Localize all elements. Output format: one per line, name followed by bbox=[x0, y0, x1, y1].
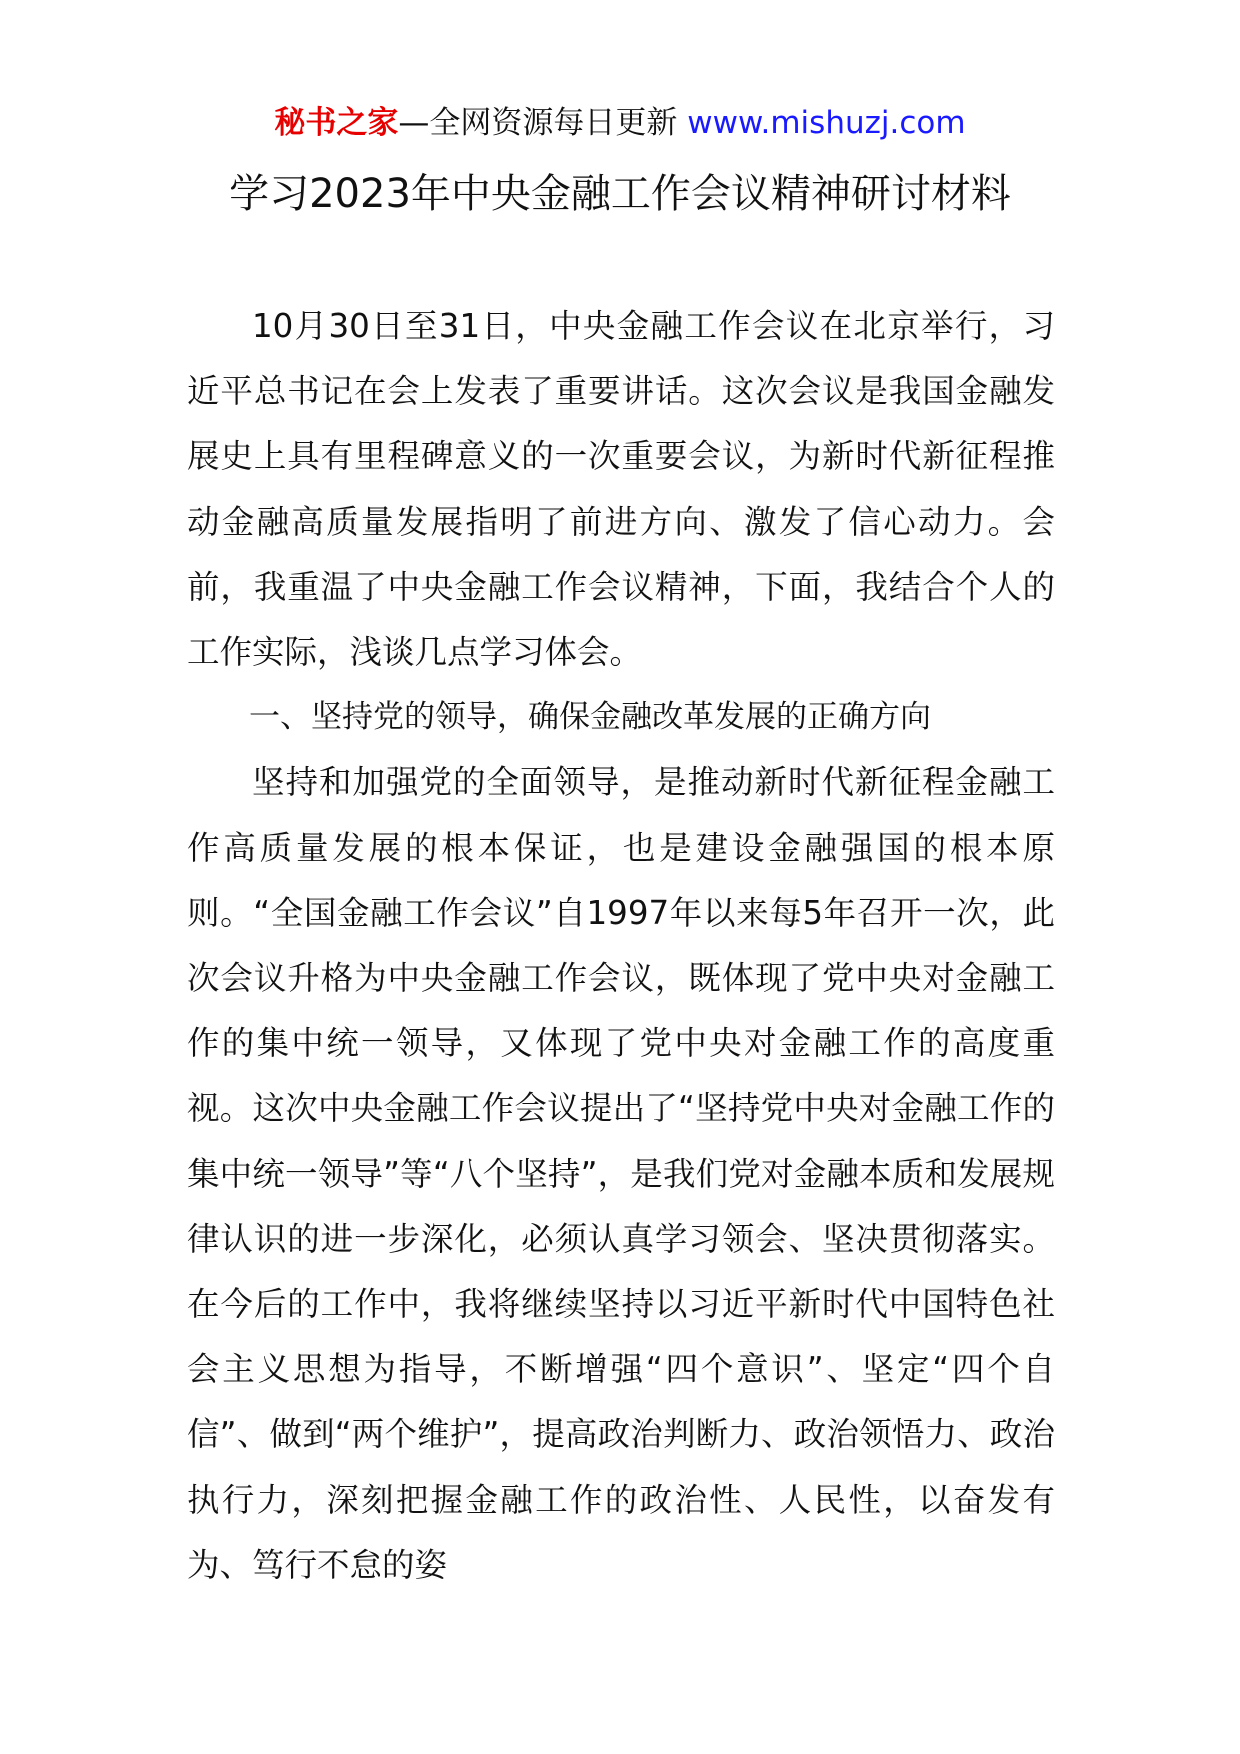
brand-name: 秘书之家 bbox=[274, 105, 399, 141]
document-body bbox=[187, 294, 1055, 1598]
header-tagline: —全网资源每日更新 bbox=[398, 105, 678, 141]
site-header bbox=[0, 100, 1240, 146]
document-title: 学习2023年中央金融工作会议精神研讨材料 bbox=[229, 171, 1011, 217]
paragraph-intro: 10月30日至31日，中央金融工作会议在北京举行，习近平总书记在会上发表了重要讲话。这次会议是我国金融发展史上具有里程碑意义的一次重要会议，为新时代新征程推动金融高质量发展指明了前进方向、激发了信心动力。会前，我重温了中央金融工作会议精神，下面，我结合个人的工作实际，浅谈几点学习体会。 bbox=[187, 307, 1055, 672]
paragraph-section-1: 坚持和加强党的全面领导，是推动新时代新征程金融工作高质量发展的根本保证，也是建设金融强国的根本原则。“全国金融工作会议”自1997年以来每5年召开一次，此次会议升格为中央金融工作会议，既体现了党中央对金融工作的集中统一领导，又体现了党中央对金融工作的高度重视。这次中央金融工作会议提出了“坚持党中央对金融工作的集中统一领导”等“八个坚持”，是我们党对金融本质和发展规律认识的进一步深化，必须认真学习领会、坚决贯彻落实。在今后的工作中，我将继续坚持以习近平新时代中国特色社会主义思想为指导，不断增强“四个意识”、坚定“四个自信”、做到“两个维护”，提高政治判断力、政治领悟力、政治执行力，深刻把握金融工作的政治性、人民性，以奋发有为、笃行不怠的姿 bbox=[187, 763, 1055, 1584]
section-heading-1: 一、坚持党的领导，确保金融改革发展的正确方向 bbox=[249, 699, 931, 736]
site-url-link[interactable]: www.mishuzj.com bbox=[687, 105, 966, 141]
